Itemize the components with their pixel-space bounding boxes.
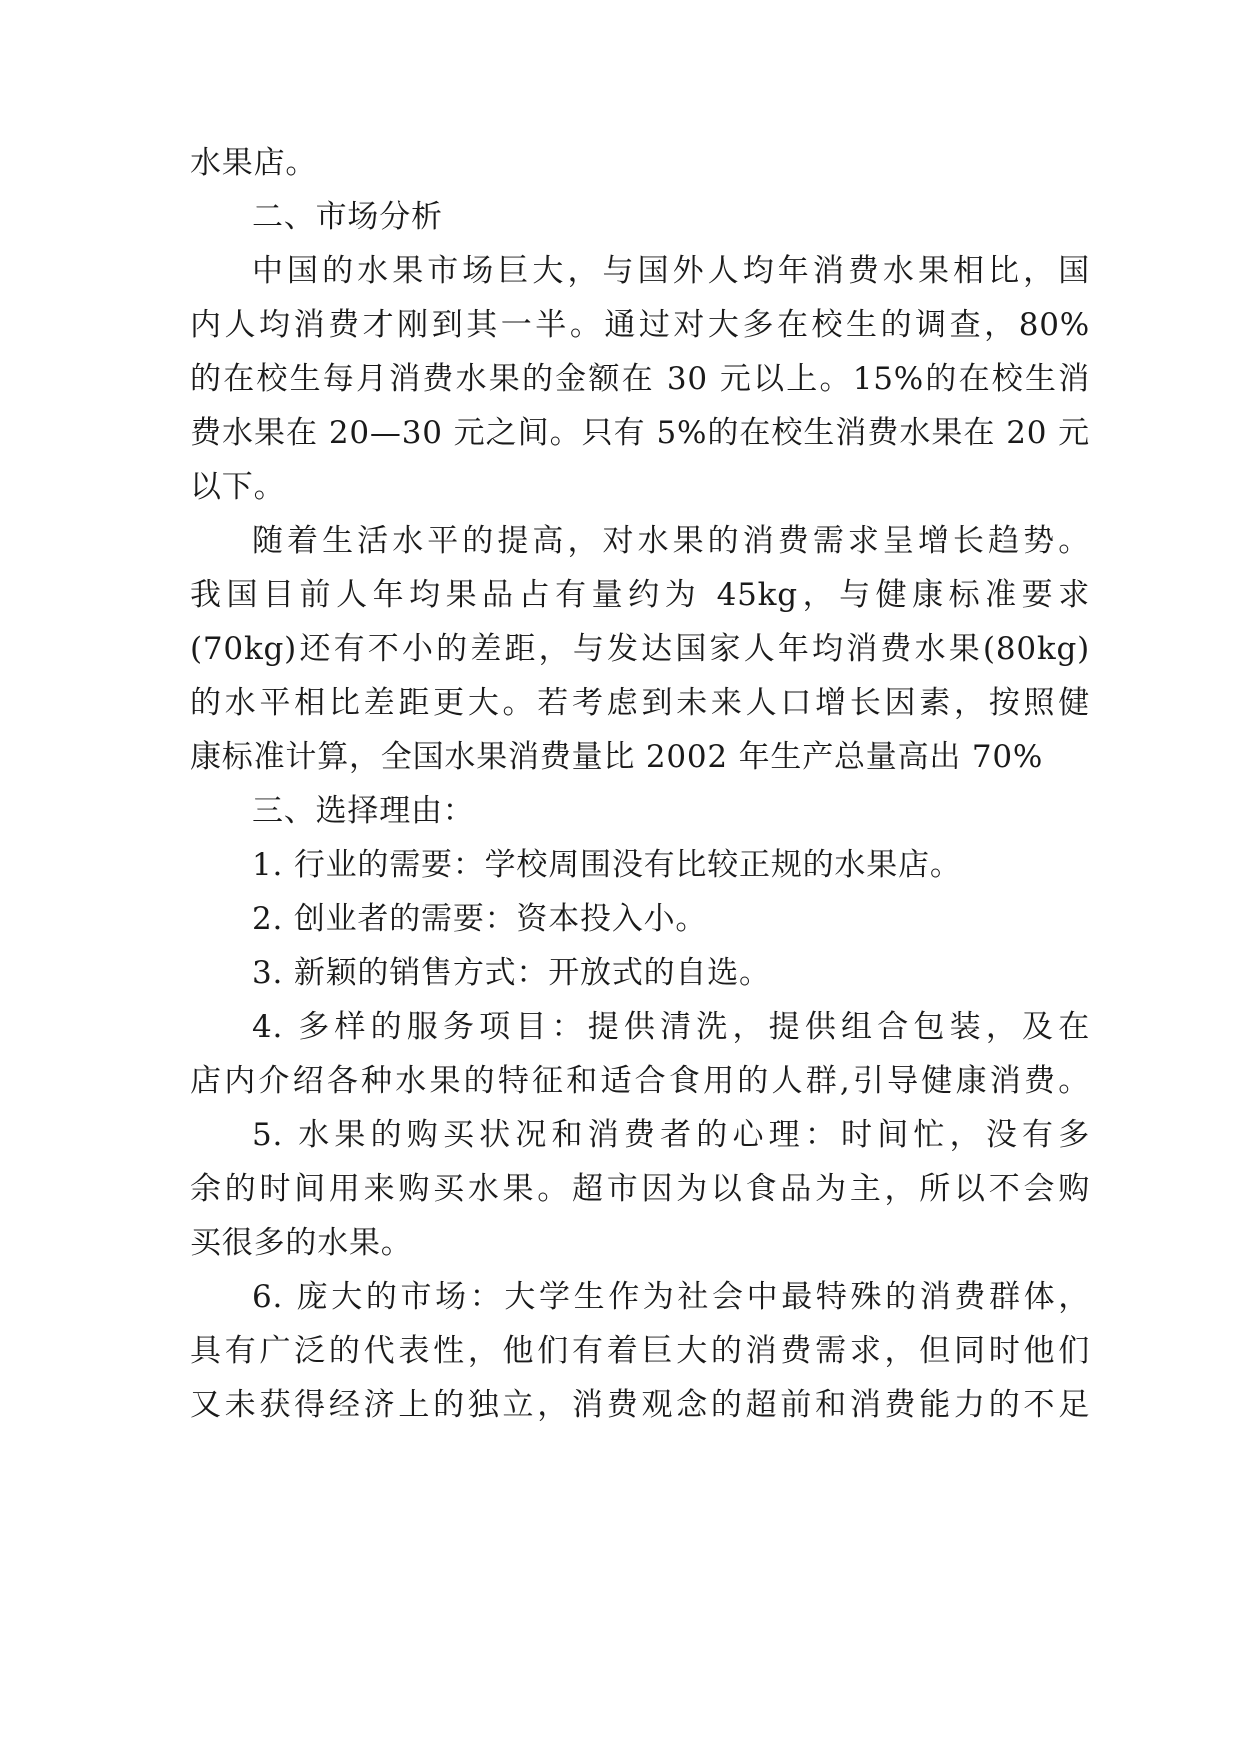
text-line: 随着生活水平的提高，对水果的消费需求呈增长趋势。 [252, 523, 1090, 559]
text-line: 费水果在 20—30 元之间。只有 5%的在校生消费水果在 20 元 [190, 415, 1090, 451]
text-line: 的在校生每月消费水果的金额在 30 元以上。15%的在校生消 [190, 361, 1090, 397]
text-line: 又未获得经济上的独立，消费观念的超前和消费能力的不足 [190, 1387, 1090, 1423]
text-line: 中国的水果市场巨大，与国外人均年消费水果相比，国 [252, 253, 1090, 289]
list-item: 6. 庞大的市场：大学生作为社会中最特殊的消费群体， [252, 1279, 1090, 1315]
text-line: (70kg)还有不小的差距，与发达国家人年均消费水果(80kg) [190, 631, 1090, 667]
text-line: 内人均消费才刚到其一半。通过对大多在校生的调查，80% [190, 307, 1090, 343]
list-item: 1. 行业的需要：学校周围没有比较正规的水果店。 [252, 847, 962, 883]
text-line: 以下。 [190, 469, 286, 505]
text-line: 康标准计算，全国水果消费量比 2002 年生产总量高出 70% [190, 739, 1044, 775]
list-item: 5. 水果的购买状况和消费者的心理：时间忙，没有多 [252, 1117, 1090, 1153]
list-item: 4. 多样的服务项目：提供清洗，提供组合包装，及在 [252, 1009, 1090, 1045]
text-line: 买很多的水果。 [190, 1225, 413, 1261]
text-line: 的水平相比差距更大。若考虑到未来人口增长因素，按照健 [190, 685, 1090, 721]
text-line: 我国目前人年均果品占有量约为 45kg，与健康标准要求 [190, 577, 1090, 613]
text-line: 具有广泛的代表性，他们有着巨大的消费需求，但同时他们 [190, 1333, 1090, 1369]
text-line: 店内介绍各种水果的特征和适合食用的人群,引导健康消费。 [190, 1063, 1090, 1099]
section-heading: 二、市场分析 [252, 199, 443, 235]
list-item: 2. 创业者的需要：资本投入小。 [252, 901, 708, 937]
section-heading: 三、选择理由： [252, 793, 475, 829]
text-line: 余的时间用来购买水果。超市因为以食品为主，所以不会购 [190, 1171, 1090, 1207]
text-line: 水果店。 [190, 145, 318, 181]
list-item: 3. 新颖的销售方式：开放式的自选。 [252, 955, 771, 991]
